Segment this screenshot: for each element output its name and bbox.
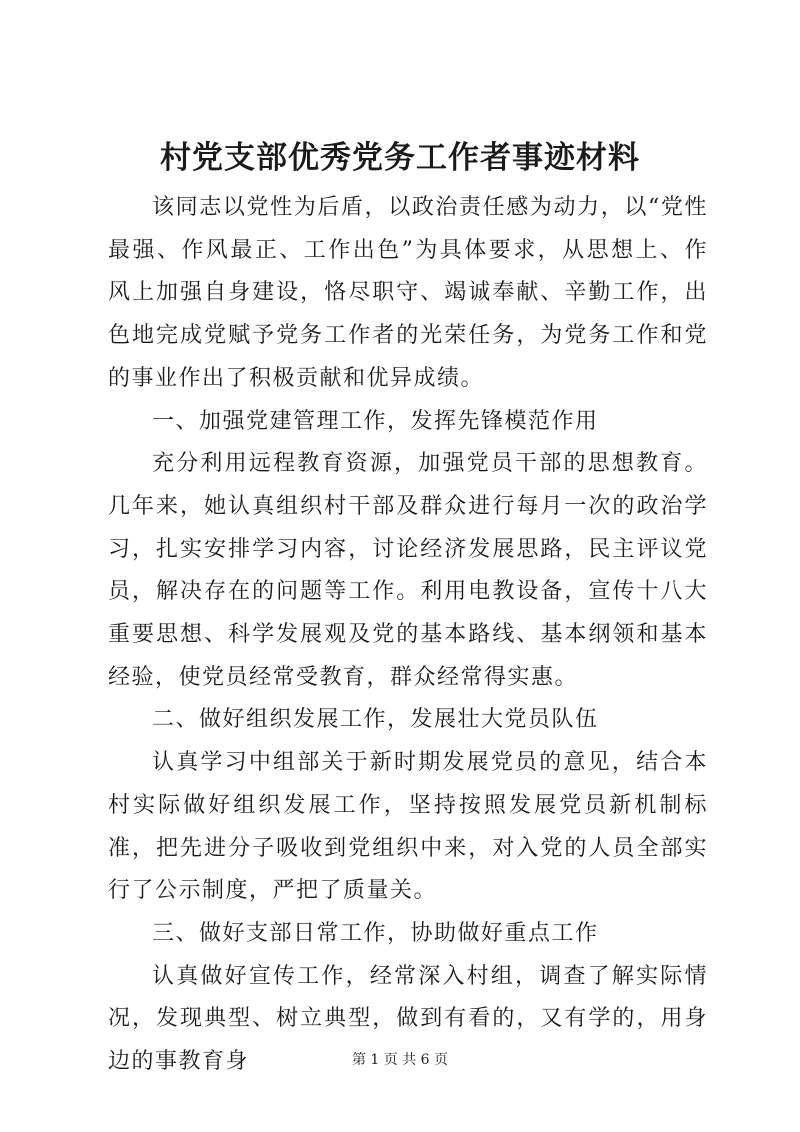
page-number-footer: 第 1 页 共 6 页 — [351, 1052, 449, 1068]
section-heading-3: 三、做好支部日常工作，协助做好重点工作 — [152, 920, 599, 946]
section-heading-1: 一、加强党建管理工作，发挥先锋模范作用 — [152, 408, 599, 434]
section-heading-2: 二、做好组织发展工作，发展壮大党员队伍 — [152, 707, 599, 733]
document-title: 村党支部优秀党务工作者事迹材料 — [160, 140, 640, 176]
paragraph-section-2: 认真学习中组部关于新时期发展党员的意见，结合本村实际做好组织发展工作，坚持按照发展党员新机制标准，把先进分子吸收到党组织中来，对入党的人员全部实行了公示制度，严把了质量关。 — [108, 750, 708, 904]
paragraph-section-3: 认真做好宣传工作，经常深入村组，调查了解实际情况，发现典型、树立典型，做到有看的，又有学的，用身边的事教育身 — [108, 963, 708, 1075]
paragraph-section-1: 充分利用远程教育资源，加强党员干部的思想教育。几年来，她认真组织村干部及群众进行每月一次的政治学习，扎实安排学习内容，讨论经济发展思路，民主评议党员，解决存在的问题等工作。利用电教设备，宣传十八大重要思想、科学发展观及党的基本路线、基本纲领和基本经验，使党员经常受教育，群众经常得实惠。 — [108, 451, 708, 690]
paragraph-intro: 该同志以党性为后盾，以政治责任感为动力，以“党性最强、作风最正、工作出色”为具体要求，从思想上、作风上加强自身建设，恪尽职守、竭诚奉献、辛勤工作，出色地完成党赋予党务工作者的光荣任务，为党务工作和党的事业作出了积极贡献和优异成绩。 — [108, 195, 708, 391]
document-body — [108, 187, 708, 1084]
